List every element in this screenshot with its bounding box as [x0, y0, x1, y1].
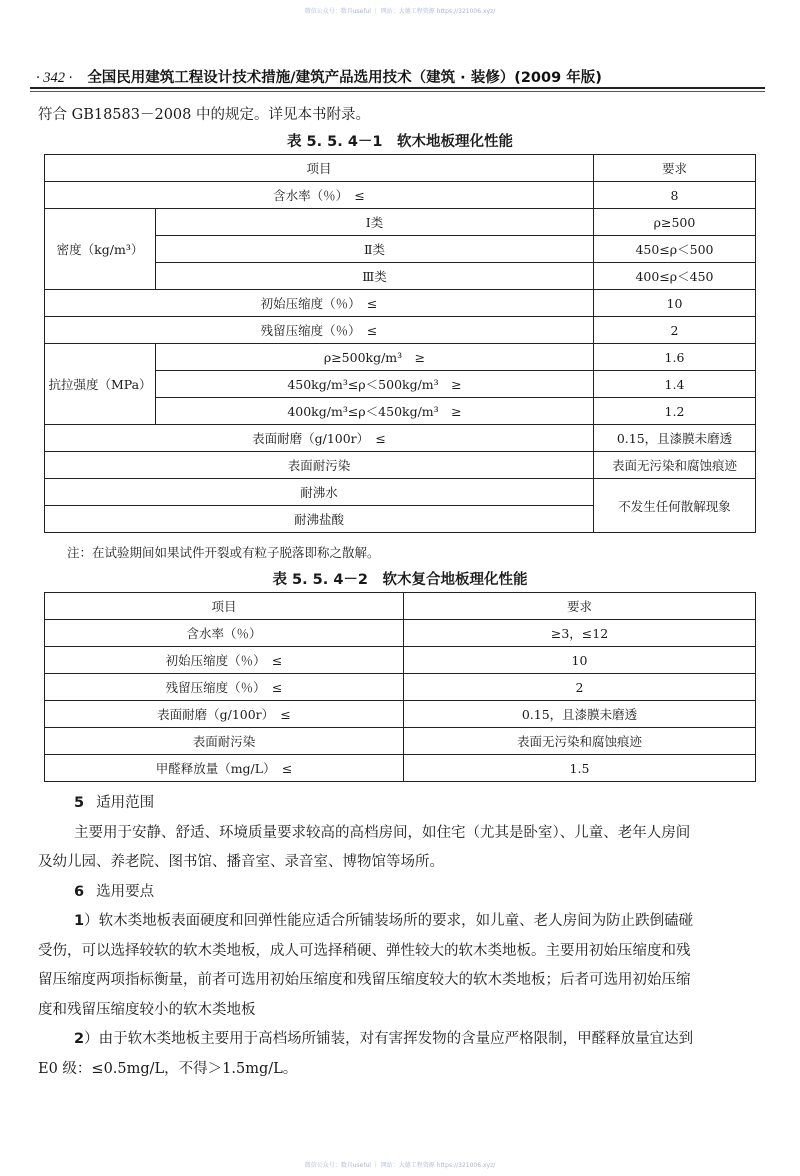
cell-value: 2	[594, 317, 756, 344]
table-row	[45, 647, 756, 674]
cell-value: 10	[594, 290, 756, 317]
watermark-bottom: 微信公众号：数具useful ｜ 网站：大德工程资源 https://321006.xyz/	[304, 1162, 496, 1169]
table-row	[45, 290, 756, 317]
table-cork-composite-floor-properties	[44, 592, 756, 782]
section-number: 5	[74, 795, 85, 811]
cell-item: Ⅲ类	[156, 263, 594, 290]
table-row	[45, 452, 756, 479]
cell-item: 初始压缩度（％） ≤	[45, 290, 594, 317]
paragraph-line: 留压缩度两项指标衡量，前者可选用初始压缩度和残留压缩度较大的软木类地板；后者可选用初始压缩	[38, 972, 691, 988]
table-row	[45, 344, 756, 371]
cell-item: 表面耐磨（g/100r） ≤	[45, 701, 404, 728]
cell-item: 甲醛释放量（mg/L） ≤	[45, 755, 404, 782]
table-row	[45, 674, 756, 701]
table1-caption: 表 5. 5. 4－1 软木地板理化性能	[286, 134, 514, 150]
section-5	[38, 789, 762, 1084]
cell-value: 2	[404, 674, 756, 701]
cell-value: 1.4	[594, 371, 756, 398]
paragraph-line: 主要用于安静、舒适、环境质量要求较高的高档房间，如住宅（尤其是卧室）、儿童、老年人房间	[74, 824, 691, 841]
cell-group-label: 抗拉强度（MPa）	[45, 344, 156, 425]
section-title: 适用范围	[96, 795, 155, 811]
table-row	[45, 728, 756, 755]
cell-item: 残留压缩度（％） ≤	[45, 317, 594, 344]
cell-value: 10	[404, 647, 756, 674]
intro-line: 符合 GB18583－2008 中的规定。详见本书附录。	[38, 107, 370, 123]
table1-note: 注：在试验期间如果试件开裂或有粒子脱落即称之散解。	[67, 545, 380, 560]
cell-item: 含水率（％）	[45, 620, 404, 647]
cell-value: 400≤ρ＜450	[594, 263, 756, 290]
table-row	[45, 425, 756, 452]
table-row	[45, 701, 756, 728]
table-cork-floor-properties	[44, 154, 756, 533]
cell-value: 不发生任何散解现象	[594, 479, 756, 533]
point-number: 1	[74, 913, 85, 929]
point-1-line	[38, 907, 762, 937]
header-rule-thick	[30, 87, 765, 89]
cell-value: 1.6	[594, 344, 756, 371]
table-row	[45, 479, 756, 506]
paragraph-line: E0 级：≤0.5mg/L，不得＞1.5mg/L。	[38, 1060, 298, 1077]
cell-item: 耐沸盐酸	[45, 506, 594, 533]
section-title: 选用要点	[96, 883, 155, 900]
cell-item: 表面耐污染	[45, 728, 404, 755]
table-row	[45, 620, 756, 647]
cell-item: 表面耐污染	[45, 452, 594, 479]
paragraph-text: ）由于软木类地板主要用于高档场所铺装，对有害挥发物的含量应严格限制，甲醛释放量宜达到	[84, 1031, 694, 1047]
cell-item: 含水率（％） ≤	[45, 182, 594, 209]
cell-value: 表面无污染和腐蚀痕迹	[594, 452, 756, 479]
paragraph-text: ）软木类地板表面硬度和回弹性能应适合所铺装场所的要求，如儿童、老人房间为防止跌倒磕碰	[84, 913, 694, 929]
table-row	[45, 209, 756, 236]
cell-item: ρ≥500kg/m³ ≥	[156, 344, 594, 371]
header-item: 项目	[45, 593, 404, 620]
cell-value: ≥3，≤12	[404, 620, 756, 647]
running-header	[36, 66, 760, 87]
cell-value: 450≤ρ＜500	[594, 236, 756, 263]
cell-value: 0.15，且漆膜未磨透	[594, 425, 756, 452]
paragraph-line: 及幼儿园、养老院、图书馆、播音室、录音室、博物馆等场所。	[38, 854, 444, 870]
cell-item: 400kg/m³≤ρ＜450kg/m³ ≥	[156, 398, 594, 425]
point-2-line	[38, 1025, 762, 1055]
cell-value: 表面无污染和腐蚀痕迹	[404, 728, 756, 755]
section-5-heading	[38, 789, 762, 819]
header-rule-thin	[30, 91, 765, 92]
cell-value: 1.5	[404, 755, 756, 782]
table-header-row	[45, 155, 756, 182]
paragraph-line: 度和残留压缩度较小的软木类地板	[38, 1001, 256, 1018]
cell-group-label: 密度（kg/m³）	[45, 209, 156, 290]
cell-value: 8	[594, 182, 756, 209]
cell-item: 耐沸水	[45, 479, 594, 506]
cell-item: Ⅰ类	[156, 209, 594, 236]
section-6-heading	[38, 878, 762, 908]
table2-caption: 表 5. 5. 4－2 软木复合地板理化性能	[272, 572, 528, 588]
cell-item: 残留压缩度（％） ≤	[45, 674, 404, 701]
table-row	[45, 317, 756, 344]
paragraph-line: 受伤，可以选择较软的软木类地板，成人可选择稍硬、弹性较大的软木类地板。主要用初始压缩度和残	[38, 942, 691, 959]
cell-item: 表面耐磨（g/100r） ≤	[45, 425, 594, 452]
cell-value: 1.2	[594, 398, 756, 425]
cell-item: 450kg/m³≤ρ＜500kg/m³ ≥	[156, 371, 594, 398]
cell-value: 0.15，且漆膜未磨透	[404, 701, 756, 728]
point-number: 2	[74, 1031, 85, 1047]
table-row	[45, 755, 756, 782]
table-header-row	[45, 593, 756, 620]
header-item: 项目	[45, 155, 594, 182]
cell-item: 初始压缩度（％） ≤	[45, 647, 404, 674]
book-title: 全国民用建筑工程设计技术措施/建筑产品选用技术（建筑 · 装修）(2009 年版)	[87, 70, 602, 86]
page-number: · 342 ·	[36, 70, 73, 86]
cell-value: ρ≥500	[594, 209, 756, 236]
cell-item: Ⅱ类	[156, 236, 594, 263]
header-requirement: 要求	[404, 593, 756, 620]
header-requirement: 要求	[594, 155, 756, 182]
table-row	[45, 182, 756, 209]
section-number: 6	[74, 883, 85, 900]
watermark-top: 微信公众号：数具useful ｜ 网站：大德工程资源 https://321006.xyz/	[304, 8, 496, 15]
